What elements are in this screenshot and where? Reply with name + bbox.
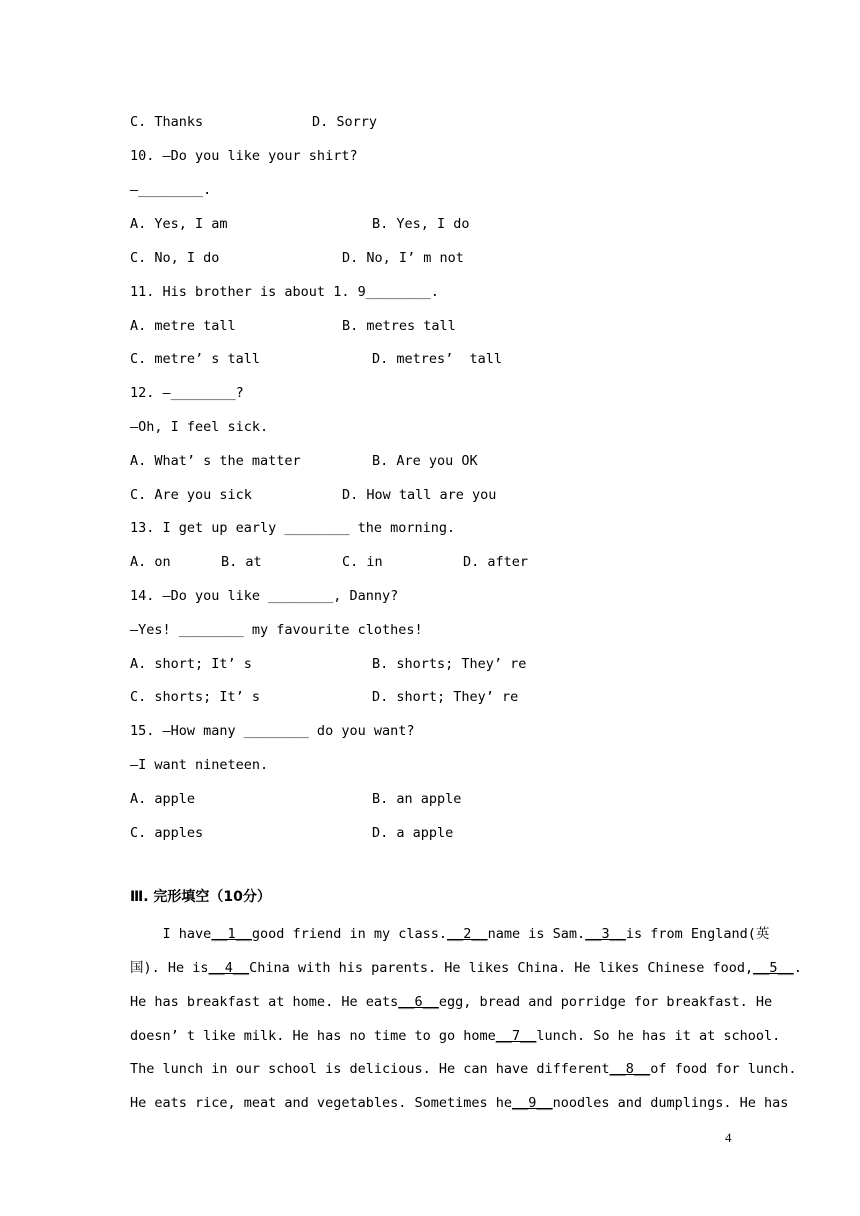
q10-option-c: C. No, I do <box>130 250 220 266</box>
passage-text: China with his parents. He likes China. He likes Chinese food, <box>249 960 754 976</box>
q14-stem: 14. —Do you like ________, Danny? <box>130 588 399 604</box>
blank-6: __6__ <box>398 994 439 1010</box>
passage-text: name is Sam. <box>487 926 586 942</box>
q11-option-c: C. metre’ s tall <box>130 351 261 367</box>
passage-text: He has breakfast at home. He eats <box>130 994 399 1010</box>
section-heading: Ⅲ. 完形填空（10分） <box>130 889 271 905</box>
q11-option-a: A. metre tall <box>130 318 236 334</box>
q15-answer-line: —I want nineteen. <box>130 757 269 773</box>
q11-option-d: D. metres’ tall <box>372 351 503 367</box>
passage-line <box>130 924 770 944</box>
blank-4: __4__ <box>208 960 250 976</box>
q10-option-a: A. Yes, I am <box>130 216 228 232</box>
q15-stem: 15. —How many ________ do you want? <box>130 723 415 739</box>
blank-5: __5__ <box>753 960 794 976</box>
passage-text: I have <box>130 926 212 942</box>
q13-stem: 13. I get up early ________ the morning. <box>130 520 456 536</box>
q10-answer-line: —________. <box>130 182 212 198</box>
q10-stem: 10. —Do you like your shirt? <box>130 148 358 164</box>
blank-2: __2__ <box>447 926 488 942</box>
q9-option-c: C. Thanks <box>130 114 204 130</box>
q14-option-d: D. short; They’ re <box>372 689 519 705</box>
q9-option-d: D. Sorry <box>312 114 378 130</box>
passage-text: noodles and dumplings. He has <box>552 1095 789 1111</box>
q13-option-c: C. in <box>342 554 383 570</box>
blank-1: __1__ <box>211 926 252 942</box>
q11-stem: 11. His brother is about 1. 9________. <box>130 284 439 300</box>
q14-option-b: B. shorts; They’ re <box>372 656 527 672</box>
q12-answer-line: —Oh, I feel sick. <box>130 419 269 435</box>
passage-line <box>130 992 773 1012</box>
q10-option-b: B. Yes, I do <box>372 216 470 232</box>
passage-text: 国). He is <box>130 960 209 976</box>
passage-line <box>130 1026 781 1046</box>
q12-stem: 12. —________? <box>130 385 244 401</box>
q13-option-b: B. at <box>221 554 262 570</box>
passage-text: doesn’ t like milk. He has no time to go home <box>130 1028 496 1044</box>
q12-option-a: A. What’ s the matter <box>130 453 301 469</box>
q14-answer-line: —Yes! ________ my favourite clothes! <box>130 622 423 638</box>
passage-text: of food for lunch. <box>650 1061 797 1077</box>
passage-line <box>130 958 802 978</box>
q14-option-c: C. shorts; It’ s <box>130 689 261 705</box>
passage-text: is from England(英 <box>625 926 770 942</box>
q15-option-b: B. an apple <box>372 791 462 807</box>
passage-text: He eats rice, meat and vegetables. Sometimes he <box>130 1095 513 1111</box>
q11-option-b: B. metres tall <box>342 318 456 334</box>
q10-option-d: D. No, I’ m not <box>342 250 464 266</box>
q12-option-d: D. How tall are you <box>342 487 497 503</box>
q15-option-a: A. apple <box>130 791 196 807</box>
blank-3: __3__ <box>585 926 626 942</box>
page-number: 4 <box>725 1130 732 1145</box>
passage-line <box>130 1093 789 1113</box>
q15-option-d: D. a apple <box>372 825 454 841</box>
passage-text: The lunch in our school is delicious. He can have different <box>130 1061 610 1077</box>
q14-option-a: A. short; It’ s <box>130 656 252 672</box>
passage-line <box>130 1059 797 1079</box>
q13-option-d: D. after <box>463 554 529 570</box>
blank-7: __7__ <box>495 1028 537 1044</box>
q12-option-c: C. Are you sick <box>130 487 252 503</box>
passage-text: good friend in my class. <box>251 926 447 942</box>
blank-9: __9__ <box>512 1095 553 1111</box>
passage-text: lunch. So he has it at school. <box>536 1028 781 1044</box>
q13-option-a: A. on <box>130 554 171 570</box>
passage-text: egg, bread and porridge for breakfast. He <box>438 994 773 1010</box>
passage-text: . <box>793 960 802 976</box>
q12-option-b: B. Are you OK <box>372 453 478 469</box>
blank-8: __8__ <box>609 1061 651 1077</box>
q15-option-c: C. apples <box>130 825 204 841</box>
